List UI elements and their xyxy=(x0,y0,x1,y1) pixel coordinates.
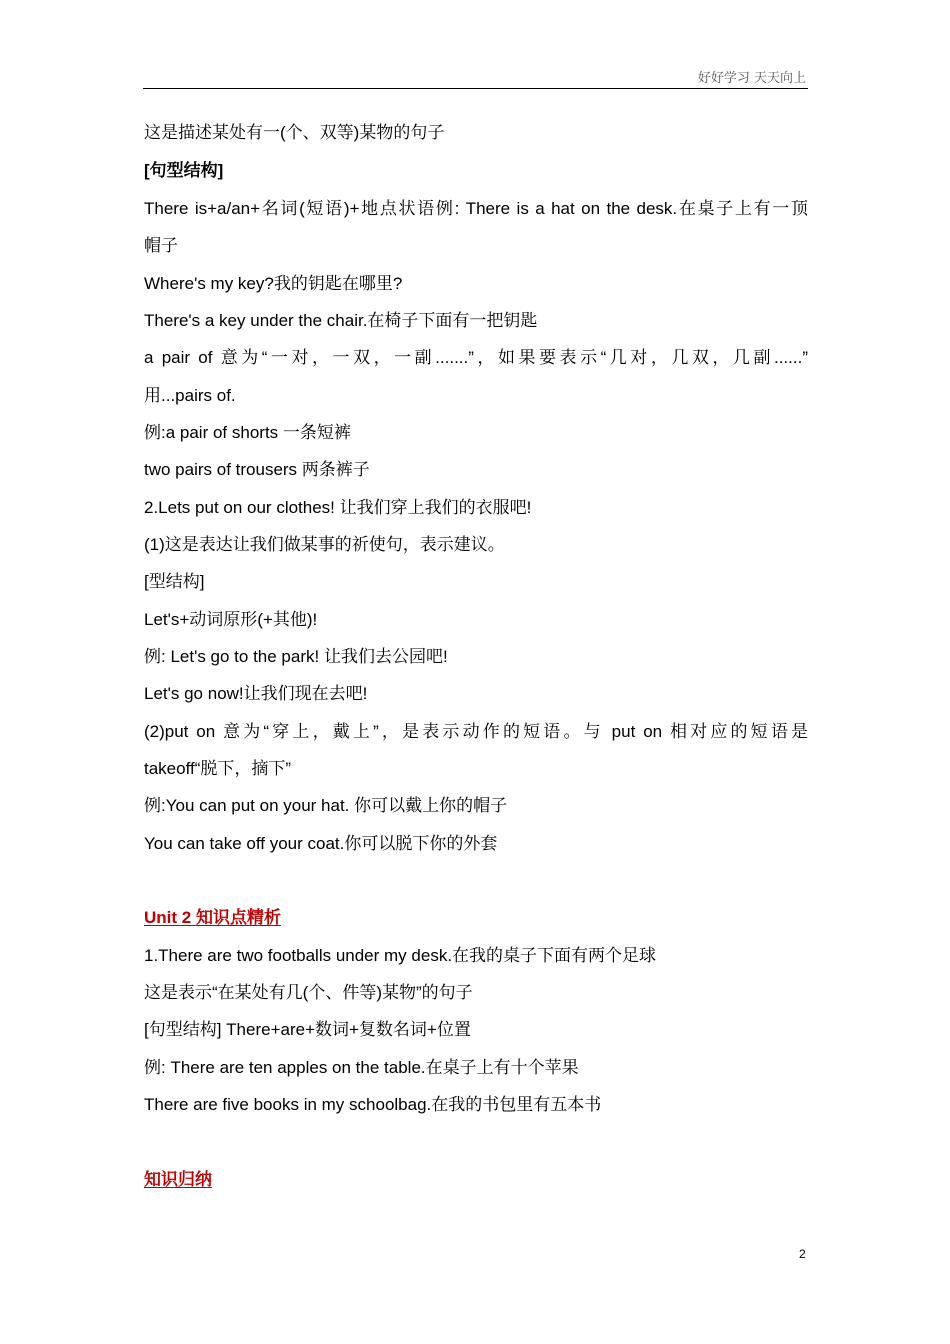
text-line: You can take off your coat.你可以脱下你的外套 xyxy=(144,834,498,853)
text-line: a pair of 意为“一对，一双，一副.......”，如果要表示“几对，几双，几副......” xyxy=(144,348,808,367)
text-line: (1)这是表达让我们做某事的祈使句，表示建议。 xyxy=(144,535,505,554)
text-line: 例:You can put on your hat. 你可以戴上你的帽子 xyxy=(144,796,508,815)
text-line: takeoff“脱下，摘下” xyxy=(144,759,292,778)
text-line: (2)put on 意为“穿上，戴上”，是表示动作的短语。与 put on 相对应的短语是 xyxy=(144,722,808,741)
text-line: There's a key under the chair.在椅子下面有一把钥匙 xyxy=(144,311,538,330)
unit-heading: Unit 2 知识点精析 xyxy=(144,908,281,927)
text-line: 这是描述某处有一(个、双等)某物的句子 xyxy=(144,123,445,142)
text-line: 1.There are two footballs under my desk.在我的桌子下面有两个足球 xyxy=(144,946,657,965)
page-header xyxy=(143,66,808,89)
text-line: Let's+动词原形(+其他)! xyxy=(144,610,318,629)
summary-heading: 知识归纳 xyxy=(144,1170,212,1189)
text-line: two pairs of trousers 两条裤子 xyxy=(144,460,370,479)
text-line: 2.Lets put on our clothes! 让我们穿上我们的衣服吧! xyxy=(144,498,532,517)
text-line: [句型结构] There+are+数词+复数名词+位置 xyxy=(144,1020,471,1039)
text-line: 用...pairs of. xyxy=(144,386,236,405)
text-line: There are five books in my schoolbag.在我的书包里有五本书 xyxy=(144,1095,602,1114)
text-line: [型结构] xyxy=(144,572,205,591)
section-label: [句型结构] xyxy=(144,161,224,180)
page-number: 2 xyxy=(799,1247,806,1261)
text-line: 例: There are ten apples on the table.在桌子上有十个苹果 xyxy=(144,1058,579,1077)
text-line: 例: Let's go to the park! 让我们去公园吧! xyxy=(144,647,448,666)
text-line: Let's go now!让我们现在去吧! xyxy=(144,684,368,703)
text-line: There is+a/an+名词(短语)+地点状语例: There is a hat on the desk.在桌子上有一顶 xyxy=(144,199,808,218)
text-line: 帽子 xyxy=(144,236,178,255)
text-line: Where's my key?我的钥匙在哪里? xyxy=(144,274,403,293)
text-line: 这是表示“在某处有几(个、件等)某物”的句子 xyxy=(144,983,473,1002)
header-motto: 好好学习 天天向上 xyxy=(697,71,806,86)
text-line: 例:a pair of shorts 一条短裤 xyxy=(144,423,351,442)
